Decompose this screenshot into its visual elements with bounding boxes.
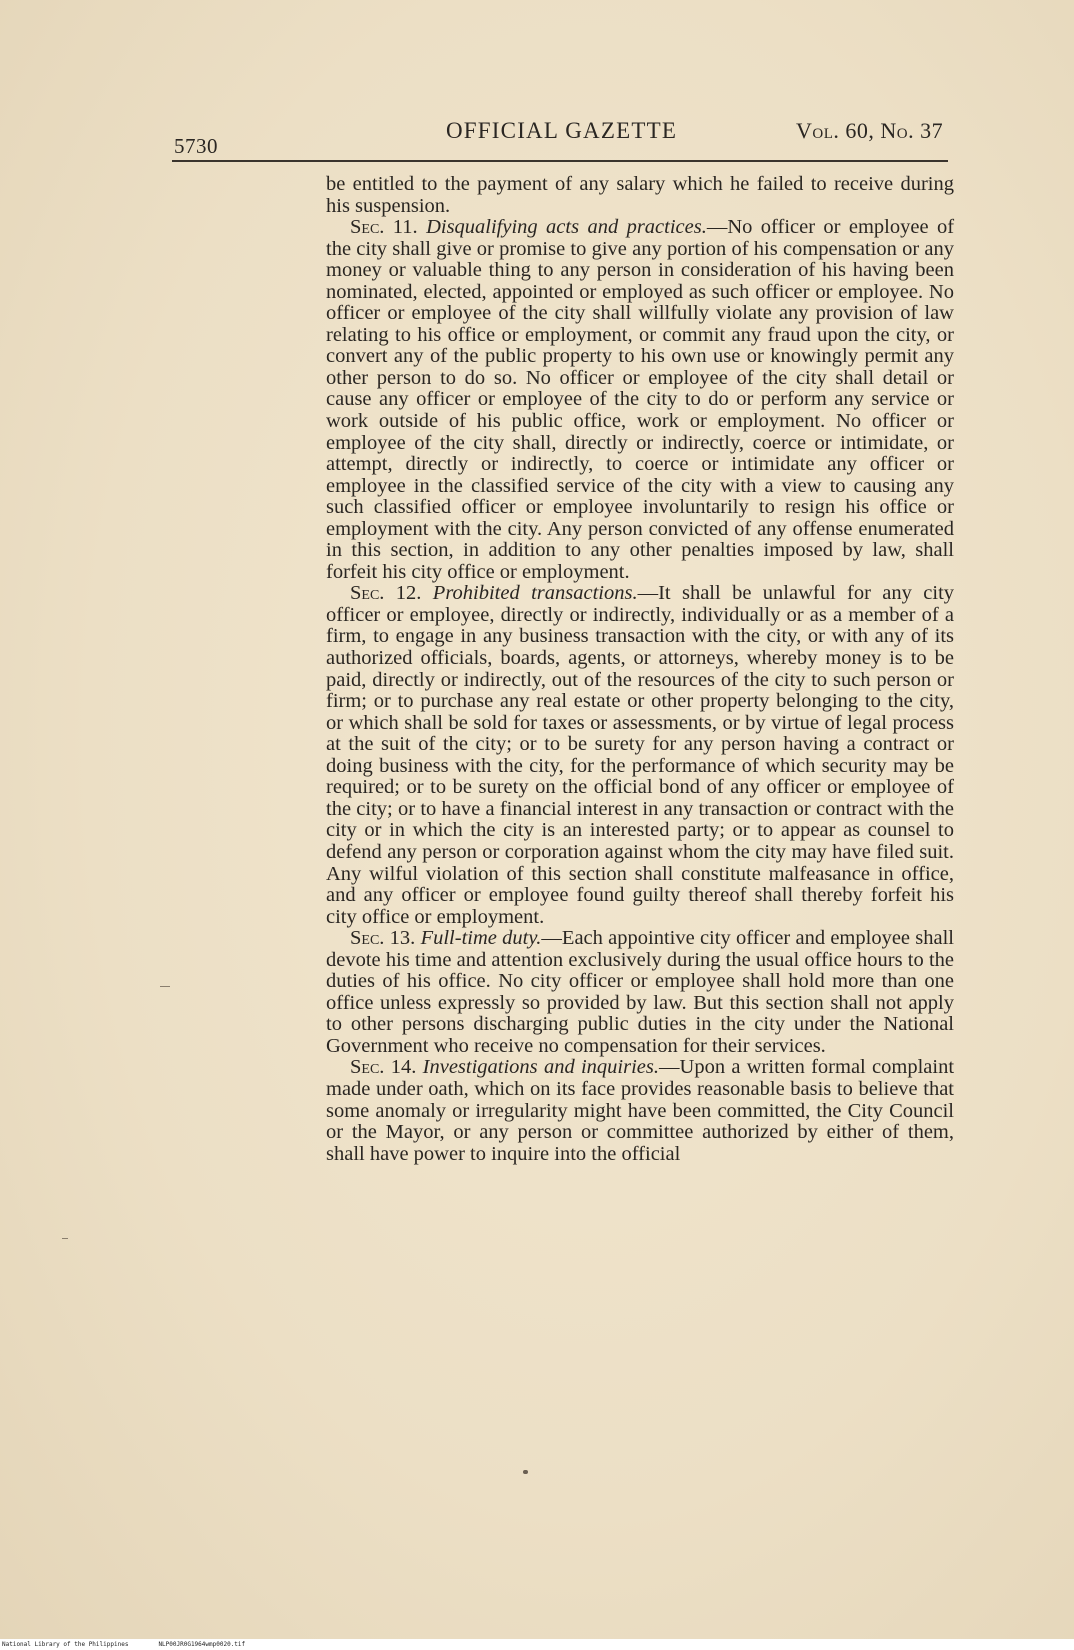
section-11	[326, 217, 954, 583]
section-label: Sec. 13.	[350, 927, 416, 950]
volume-issue: Vol. 60, No. 37	[796, 118, 944, 143]
intro-paragraph: be entitled to the payment of any salary which he failed to receive during his suspension.	[326, 173, 954, 217]
margin-mark	[160, 986, 170, 987]
library-credit: National Library of the Philippines	[2, 1641, 129, 1648]
section-13	[326, 928, 954, 1057]
section-title: Disqualifying acts and practices.	[426, 216, 707, 239]
section-14	[326, 1057, 954, 1165]
section-text: —Upon a written formal complaint made under oath, which on its face provides reasonable basis to believe that some anomaly or irregularity might have been committed, the City Council or the Mayor, or any person or committee authorized by either of them, shall have power to inquire into the official	[326, 1056, 955, 1165]
header-rule	[172, 160, 948, 162]
page-number: 5730	[174, 134, 218, 158]
section-12	[326, 583, 954, 928]
section-text: —No officer or employee of the city shall give or promise to give any portion of his compensation or any money or valuable thing to any person in consideration of his having been nominated, elected, appointed or employed as such officer or employee. No officer or employee of the city shall willfully violate any provision of law relating to his office or employment, or commit any fraud upon the city, or convert any of the public property to his own use or knowingly permit any other person to do so. No officer or employee of the city shall detail or cause any officer or employee of the city to do or perform any service or work outside of his public office, work or employment. No officer or employee of the city shall, directly or indirectly, coerce or intimidate, or attempt, directly or indirectly, to coerce or intimidate any officer or employee in the classified service of the city with a view to causing any such classified officer or employee involuntarily to resign his office or employment with the city. Any person convicted of any offense enumerated in this section, in addition to any other penalties imposed by law, shall forfeit his city office or employment.	[326, 216, 955, 583]
section-label: Sec. 12.	[350, 582, 422, 605]
publication-title: OFFICIAL GAZETTE	[446, 118, 678, 143]
body-text	[326, 174, 954, 1165]
section-title: Prohibited transactions.	[432, 582, 638, 605]
section-title: Investigations and inquiries.	[422, 1056, 660, 1079]
scan-filename: NLP00JR0G1964wmp0020.tif	[158, 1641, 246, 1648]
section-title: Full-time duty.	[420, 927, 542, 950]
ink-speck	[523, 1470, 528, 1474]
section-label: Sec. 14.	[350, 1056, 417, 1079]
scan-footer	[0, 1639, 1074, 1650]
section-text: —Each appointive city officer and employee shall devote his time and attention exclusively during the usual office hours to the duties of his office. No city officer or employee shall hold more than one office unless expressly so provided by law. But this section shall not apply to other persons discharging public duties in the city under the National Government who receive no compensation for their services.	[326, 927, 954, 1057]
margin-mark	[62, 1238, 68, 1239]
section-label: Sec. 11.	[350, 216, 418, 239]
section-text: —It shall be unlawful for any city officer or employee, directly or indirectly, individually or as a member of a firm, to engage in any business transaction with the city, or with any of its authorized officials, boards, agents, or attorneys, whereby money is to be paid, directly or indirectly, out of the resources of the city to such person or firm; or to purchase any real estate or other property belonging to the city, or which shall be sold for taxes or assessments, or by virtue of legal process at the suit of the city; or to be surety for any person having a contract or doing business with the city, for the performance of which security may be required; or to be surety on the official bond of any officer or employee of the city; or to have a financial interest in any transaction or contract with the city or in which the city is an interested party; or to appear as counsel to defend any person or corporation against whom the city may have filed suit. Any wilful violation of this section shall constitute malfeasance in office, and any officer or employee found guilty thereof shall thereby forfeit his city office or employment.	[326, 582, 955, 928]
